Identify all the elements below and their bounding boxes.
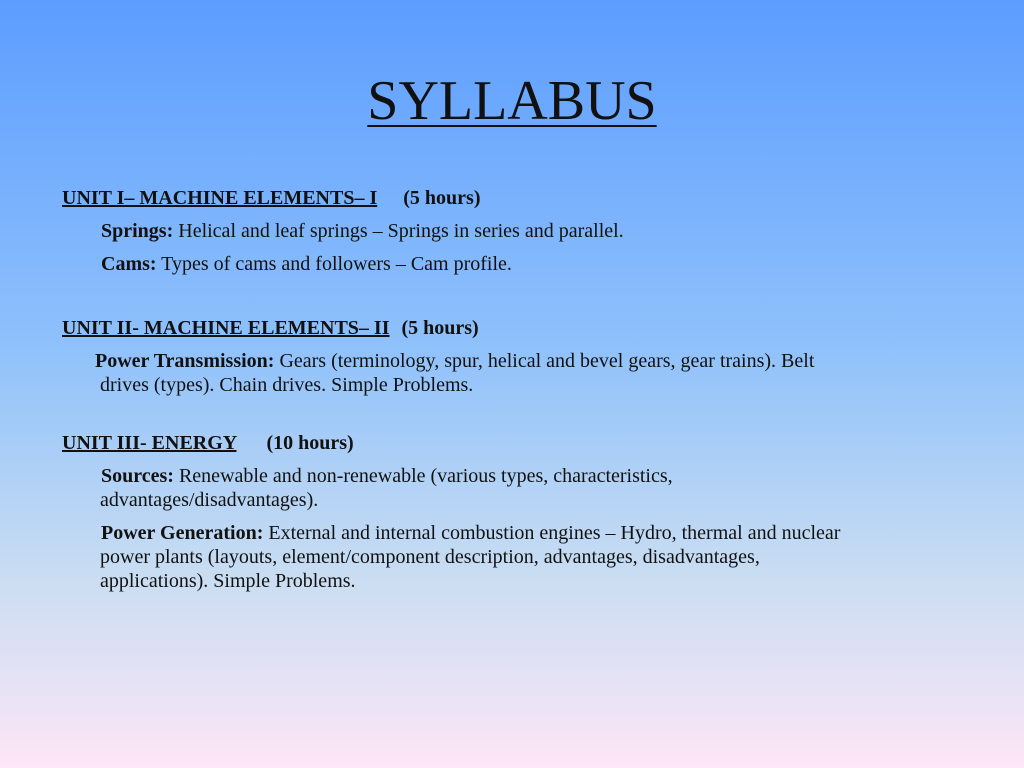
unit-3-item-power-generation [62, 521, 962, 593]
unit-3-heading [62, 431, 962, 455]
spacer [62, 397, 962, 431]
unit-2-heading [62, 316, 962, 340]
item-text: Gears (terminology, spur, helical and bevel gears, gear trains). Belt [274, 350, 815, 372]
item-line-2: drives (types). Chain drives. Simple Problems. [100, 374, 474, 396]
item-line-1 [100, 521, 962, 545]
item-line-2: advantages/disadvantages). [100, 489, 319, 511]
item-lead: Power Generation: [101, 522, 264, 544]
unit-2-hours: (5 hours) [401, 317, 479, 339]
unit-1-heading [62, 186, 962, 210]
item-text: Types of cams and followers – Cam profile. [156, 253, 512, 275]
item-line-3: applications). Simple Problems. [100, 570, 356, 592]
item-line-1 [95, 349, 962, 373]
item-lead: Power Transmission: [95, 350, 275, 372]
slide-title: SYLLABUS [367, 70, 657, 132]
item-text: External and internal combustion engines – Hydro, thermal and nuclear [263, 522, 841, 544]
item-lead: Cams: [101, 253, 157, 275]
unit-1-item-cams [62, 252, 962, 276]
unit-2-title: UNIT II- MACHINE ELEMENTS– II [62, 317, 390, 339]
unit-3-item-sources [62, 464, 962, 512]
unit-1-hours: (5 hours) [403, 187, 481, 209]
unit-3-title: UNIT III- ENERGY [62, 432, 237, 454]
syllabus-content [62, 186, 962, 593]
item-lead: Springs: [101, 220, 174, 242]
item-line-1 [100, 464, 962, 488]
spacer [62, 276, 962, 316]
unit-1-title: UNIT I– MACHINE ELEMENTS– I [62, 187, 378, 209]
unit-1-item-springs [62, 219, 962, 243]
item-text: Helical and leaf springs – Springs in series and parallel. [173, 220, 624, 242]
item-text: Renewable and non-renewable (various types, characteristics, [173, 465, 673, 487]
item-line-2: power plants (layouts, element/component description, advantages, disadvantages, [100, 546, 760, 568]
unit-3-hours: (10 hours) [266, 432, 354, 454]
item-lead: Sources: [101, 465, 174, 487]
unit-2-item-power-transmission [62, 349, 962, 397]
